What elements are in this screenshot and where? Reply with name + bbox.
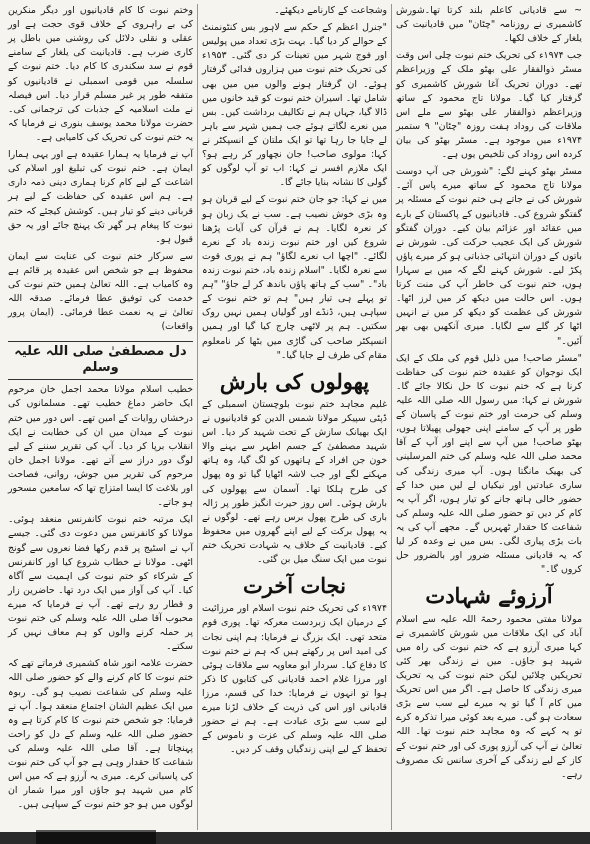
section-heading-dil-mustafa: دل مصطفیٰ صلی اللہ علیہ وسلم	[8, 341, 193, 381]
paragraph: وختم نبوت کا کام قادیانیوں اور دیگر منکرین کی بے راہروی کے خلاف قوی حجت ہے اور عقلی و نقلی دلائل کی روشنی میں باطل پر کاری ضرب ہے۔ قادیانیت کی یلغار کے سامنے قوم نے سد سکندری کا کام دیا۔ ختم نبوت کے سلسلہ میں قومی اسمبلی نے قادیانیوں کو متفقہ طور پر غیر مسلم قرار دیا۔ اس فیصلہ نے ملت اسلامیہ کے جذبات کی ترجمانی کی۔ حضرت مولانا محمد یوسف بنوری نے فرمایا کہ یہ ختم نبوت کی تحریک کی کامیابی ہے۔	[8, 5, 193, 143]
column-left	[4, 4, 198, 830]
section-heading-aarzoo: آرزوئے شہادت	[425, 583, 553, 609]
column-middle-intro: وشجاعت کے کارنامے دیکھئے۔	[274, 5, 387, 16]
paragraph: حضرت علامہ انور شاہ کشمیری فرماتے تھے کہ ختم نبوت کا کام کرنے والے کو حضور صلی اللہ علیہ وسلم کی شفاعت نصیب ہو گی۔ ربوہ میں ایک عظیم الشان اجتماع منعقد ہوا۔ آپ نے فرمایا: جو شخص ختم نبوت کا کام کرتا ہے وہ حضور صلی اللہ علیہ وسلم کے دل کو راحت پہنچاتا ہے۔ آقا صلی اللہ علیہ وسلم کی شفاعت کا حقدار وہی ہے جو آپ کی ختم نبوت کی پاسبانی کرے۔ میری یہ آرزو ہے کہ میں اس کام میں شہید ہو جاؤں اور میرا شمار ان لوگوں میں ہو جو ختم نبوت کے سپاہی ہیں۔	[8, 658, 193, 811]
column-middle	[198, 4, 392, 830]
column-right-intro: ~ سے قادیانی کاعلم بلند کرتا تھا۔شورش کاشمیری نے روزنامہ "چٹان" میں قادیانیت کی یلغار کے خلاف لکھا۔	[396, 5, 582, 45]
paragraph: آپ نے فرمایا یہ ہمارا عقیدہ ہے اور یہی ہمارا ایمان ہے۔ ختم نبوت کی تبلیغ اور اسلام کی اشاعت کے لیے کام کرنا ہماری دینی ذمہ داری ہے۔ ہم اس عقیدہ کی حفاظت کے لیے ہر قربانی دینے کو تیار ہیں۔ کوشش کیجئے کہ ختم نبوت کا پیغام ہر گھر تک پہنچ جائے اور یہ حق قبول ہو۔	[8, 149, 193, 245]
column-right	[392, 4, 586, 830]
paragraph: ۱۹۷۴ء کی تحریک ختم نبوت اسلام اور مرزائیت کے درمیان ایک زبردست معرکہ تھا۔ پوری قوم متحد تھی۔ ایک بزرگ نے فرمایا: ہم اپنی نجات کی امید اس پر رکھتے ہیں کہ ہم نے ختم نبوت کا دفاع کیا۔ سردار ابو معاویہ سے ملاقات ہوئی اور مرزا غلام احمد قادیانی کی کتابوں کا ذکر ہوا تو انہوں نے فرمایا: خدا کی قسم، مرزا قادیانی اور اس کی ذریت کے خلاف لڑنا میرے لیے سب سے بڑی عبادت ہے۔ ہم نے حضور صلی اللہ علیہ وسلم کی عزت و ناموس کے تحفظ کے لیے اپنی زندگیاں وقف کر دیں۔	[202, 603, 387, 756]
section-heading-phoolon: پھولوں کی بارش	[219, 368, 370, 394]
paragraph: جب ۱۹۷۴ء کی تحریک ختم نبوت چلی اس وقت مسٹر ذوالفقار علی بھٹو ملک کے وزیراعظم تھے۔ دوران تحریک آغا شورش کاشمیری کو گرفتار کیا گیا۔ مولانا تاج محمود کے ساتھ وزیراعظم ذوالفقار علی بھٹو سے ملے اس ملاقات کی روداد ہفت روزہ "چٹان" ۹ ستمبر ۱۹۷۴ء میں موجود ہے۔ مسٹر بھٹو کی بیان کردہ اس روداد کی تلخیص یوں ہے۔	[396, 50, 583, 161]
paragraph: "جنرل اعظم کے حکم سے لاہور بس کنٹونمنٹ کے حوالے کر دیا گیا۔ بہت بڑی تعداد میں پولیس اور فوج شہر میں تعینات کر دی گئی۔ ۱۹۵۳ء کی تحریک ختم نبوت میں ہزاروں فدائی گرفتار ہوئے۔ ان گرفتار ہونے والوں میں میں بھی شامل تھا۔ اسیران ختم نبوت کو قید خانوں میں ڈالا گیا، جہاں ہم نے تکالیف برداشت کیں۔ بس میں نعرے لگاتے ہوئے جب ہمیں شہر سے باہر لے جایا جا رہا تھا تو ایک ملتان کے انسپکٹر نے کہا: مولوی صاحب! جان نچھاور کر رہے ہو؟ ایک ملازم افسر نے کہا: اب تو آپ لوگوں کو گولی کا نشانہ بنایا جائے گا۔	[202, 22, 387, 189]
paragraph: مسٹر بھٹو کہنے لگے: "شورش جی آپ دوست مولانا تاج محمود کے ساتھ میرے پاس آئے۔ شورش کی نے جاتے ہی ختم نبوت کے مسئلہ پر گفتگو شروع کی۔ قادیانیوں کے پاکستان کے بارے میں عقائد اور عزائم بیان کیے۔ دوران گفتگو شورش کی ایک عجیب حرکت کی۔ شورش نے باتوں کے دوران انتہائی جذباتی ہو کر میرے پاؤں پکڑ لیے۔ شورش کہنے لگے کہ میں بے سہارا ہوں، ختم نبوت کی خاطر آپ کی منت کرتا ہوں۔ اس حالت میں دیکھ کر میں لرز اٹھا۔ شورش کی عظمت کو دیکھ کر میں نے انہیں اٹھا کر گلے سے لگایا۔ میری آنکھیں بھی بھر آئیں۔"	[396, 166, 582, 347]
paragraph: مولانا مفتی محمود رحمۃ اللہ علیہ سے اسلام آباد کی ایک ملاقات میں شورش کاشمیری نے کہا میری آرزو ہے کہ ختم نبوت کی راہ میں شہید ہو جاؤں۔ میں نے زندگی بھر کئی تحریکیں چلائیں لیکن ختم نبوت کی یہ تحریک میری زندگی کا حاصل ہے۔ اگر میں اس تحریک میں کام آ گیا تو یہ میرے لیے سب سے بڑی سعادت ہو گی۔ میرے بعد کوئی میرا تذکرہ کرے تو یہ کہے کہ وہ مجاہد ختم نبوت تھا۔ اللہ تعالیٰ نے آپ کی آرزو پوری کی اور ختم نبوت کے کاز کے لیے زندگی کے آخری سانس تک مصروف رہے۔	[396, 613, 582, 780]
paragraph: میں نے کہا: جو جان ختم نبوت کے لیے قربان ہو وہ بڑی خوش نصیب ہے۔ سب نے یک زبان ہو کر نعرہ لگایا۔ ہم نے قرآن کی آیات پڑھنا شروع کیں اور ختم نبوت زندہ باد کے نعرے لگائے۔ "اچھا اب نعرے لگاؤ" ہم نے پوری قوت سے نعرہ لگایا۔ "اسلام زندہ باد، ختم نبوت زندہ باد"۔ "سب کے ہاتھ پاؤں باندھ کر لے جاؤ" "ہم تو پہلے ہی تیار ہیں" ہم تو ختم نبوت کے سپاہی ہیں، ڈنڈے اور گولیاں ہمیں نہیں روک سکتیں۔ ہم پر لاٹھی چارج کیا گیا اور ہمیں انسپکٹر صاحب کی گاڑی میں بٹھا کر نامعلوم مقام کی طرف لے جایا گیا۔"	[202, 194, 387, 361]
paragraph: خطیب اسلام مولانا محمد اجمل خان مرحوم ایک حاضر دماغ خطیب تھے۔ مسلمانوں کی درخشاں روایات کے امین تھے۔ اس دور میں ختم نبوت کے میدان میں ان کی خطابت نے ایک انقلاب برپا کر دیا۔ آپ کی تقریر سننے کے لیے لوگ دور دراز سے آتے تھے۔ مولانا اجمل خان مرحوم کی تقریر میں جوش، روانی، فصاحت اور بلاغت کا ایسا امتزاج تھا کہ سامعین مسحور ہو جاتے۔	[8, 384, 193, 509]
paragraph: غلیم مجاہد ختم نبوت بلوچستان اسمبلی کے ڈپٹی سپیکر مولانا شمس الدین کو قادیانیوں نے ایک بھیانک سازش کے تحت شہید کر دیا۔ اس شہید مصطفیٰ کے جسم اطہر سے بہنے والا خون جن افراد کے ہاتھوں کو لگ گیا، وہ ہاتھ مہکنے لگے اور جب لاشہ اٹھایا گیا تو وہ پھول کی طرح ہلکا تھا۔ آسمان سے پھولوں کی بارش ہوئی۔ اس روز حیرت انگیز طور پر ژالہ باری کی طرح پھول برس رہے تھے۔ لوگوں نے یہ پھول برکت کے لیے اپنے گھروں میں محفوظ کیے۔ قادیانیت کے خلاف یہ شہادت تحریک ختم نبوت میں ایک سنگ میل بن گئی۔	[202, 398, 387, 566]
section-heading-najat: نجات آخرت	[242, 573, 347, 599]
paragraph: ایک مرتبہ ختم نبوت کانفرنس منعقد ہوئی۔ مولانا کو کانفرنس میں دعوت دی گئی۔ جیسے آپ نے اسٹیج پر قدم رکھا فضا نعروں سے گونج اٹھی۔ مولانا نے خطاب شروع کیا اور کانفرنس کے شرکاء کو ختم نبوت کی اہمیت سے آگاہ کیا۔ آپ کی آواز میں ایک درد تھا۔ حاضرین زار و قطار رو رہے تھے۔ آپ نے فرمایا کہ میرے محبوب آقا صلی اللہ علیہ وسلم کی ختم نبوت پر حملہ کرنے والوں کو ہم معاف نہیں کر سکتے۔	[8, 514, 193, 653]
paragraph: سے سرکار ختم نبوت کی عنایت سے ایمان محفوظ ہے جو شخص اس عقیدہ پر قائم ہے وہ کامیاب ہے۔ اللہ تعالیٰ ہمیں ختم نبوت کی خدمت کی توفیق عطا فرمائے۔ صدقہ اللہ تعالیٰ نے یہ نعمت عطا فرمائی۔ (ایمان پرور واقعات)	[8, 250, 193, 333]
paragraph: "مسٹر صاحب! میں ذلیل قوم کی ملک کے ایک ایک نوجوان کو عقیدہ ختم نبوت کی حفاظت کرنا ہے کہ ختم نبوت کا حل نکالا جائے گا۔ شورش نے کہا: میں رسول اللہ صلی اللہ علیہ وسلم کی حرمت اور ختم نبوت کے پاسبان کے طور پر آپ کے سامنے اپنی جھولی پھیلاتا ہوں، بھٹو صاحب! میں آپ سے اپنے اور آپ کے آقا محمد صلی اللہ علیہ وسلم کی ختم المرسلینی کی بھیک مانگتا ہوں۔ آپ میری زندگی کی ساری عبادتیں اور نیکیاں لے لیں میں خدا کے حضور خالی ہاتھ جانے کو تیار ہوں، اگر آپ یہ کام کر دیں تو حضور صلی اللہ علیہ وسلم کی شفاعت کا حقدار ٹھہریں گے۔ مجھے آپ کی یہ بات بڑی پیاری لگی۔ بس میں نے وعدہ کر لیا کہ یہ قادیانی مسئلہ ضرور اور بالضرور حل کروں گا۔"	[396, 352, 582, 576]
page-footer-tab	[36, 830, 156, 844]
